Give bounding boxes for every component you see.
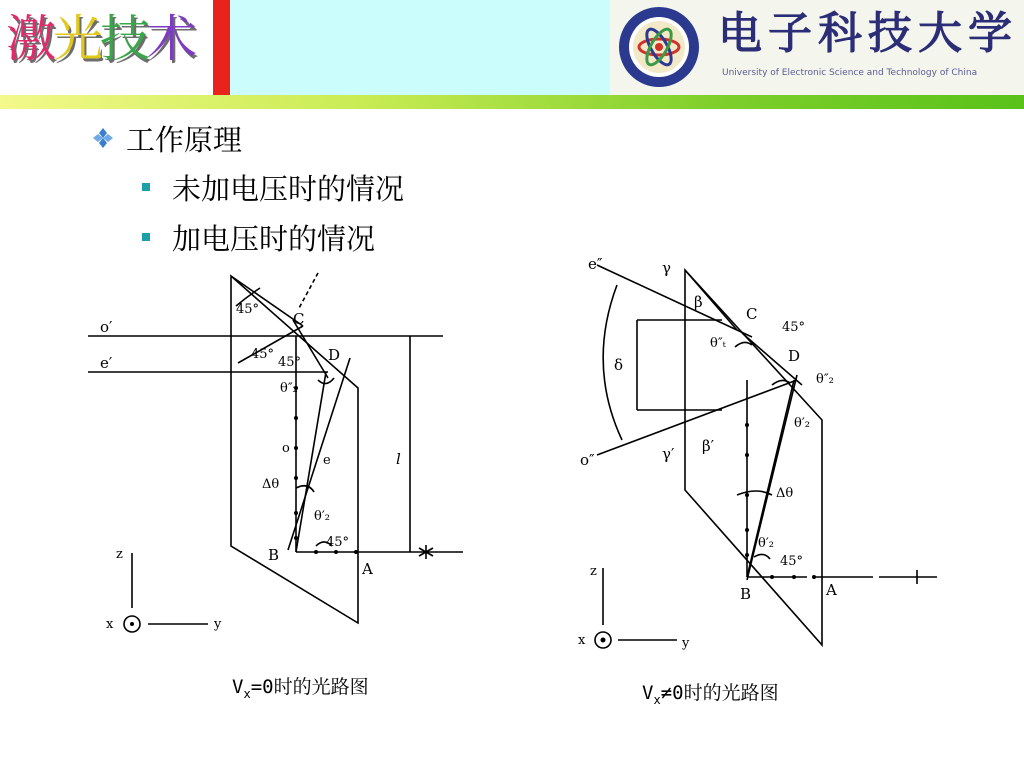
- label-angle-mid: 45°: [278, 355, 302, 370]
- course-title-char: 术: [147, 10, 194, 68]
- diamond-bullet-icon: [90, 125, 116, 151]
- label-e-double-prime: e″: [588, 255, 603, 273]
- caption-sub: x: [653, 692, 661, 707]
- label-delta: δ: [614, 356, 624, 374]
- header-divider: [0, 95, 1024, 109]
- label-beta-prime: β′: [702, 437, 715, 455]
- label-theta-double-prime: θ″₂: [280, 381, 298, 396]
- caption-main: V: [232, 676, 244, 698]
- crystal-edge: [685, 270, 737, 330]
- figure-left-caption: [232, 672, 369, 701]
- course-title: [6, 8, 194, 70]
- label-point-c: C: [746, 305, 758, 323]
- label-point-d: D: [328, 346, 341, 364]
- dashed-edge: [298, 273, 318, 310]
- label-o-ray: o: [282, 441, 290, 456]
- label-point-a: A: [826, 581, 837, 599]
- label-theta-t: θ″ₜ: [710, 336, 726, 351]
- label-length: l: [396, 450, 401, 468]
- label-o-prime: o′: [100, 318, 113, 336]
- university-seal-icon: [617, 5, 701, 89]
- label-theta-double-prime: θ″₂: [816, 372, 834, 387]
- slide-header: [0, 0, 1024, 95]
- angle-arc-b: [754, 554, 770, 559]
- bullet-level2-item: [142, 217, 375, 257]
- label-point-c: C: [293, 310, 305, 328]
- course-title-char: 激: [6, 10, 53, 68]
- caption-rest: =0时的光路图: [250, 676, 369, 698]
- bullet-level2-item: [142, 167, 404, 207]
- label-point-b: B: [740, 585, 752, 603]
- theta-arc: [735, 342, 752, 347]
- label-axis-z: z: [590, 564, 597, 579]
- square-bullet-icon: [142, 233, 150, 241]
- label-angle-b: 45°: [780, 554, 804, 569]
- o-double-prime-ray: [597, 380, 797, 455]
- label-axis-x: x: [578, 633, 586, 648]
- label-point-b: B: [268, 546, 280, 564]
- bullet-level1: [90, 118, 242, 158]
- square-bullet-icon: [142, 183, 150, 191]
- figure-right-caption: [642, 678, 779, 707]
- university-name: 电子科技大学: [718, 8, 1018, 59]
- label-beta: β: [694, 293, 703, 311]
- label-point-a: A: [362, 560, 373, 578]
- header-cyan-band: [230, 0, 610, 95]
- label-o-double-prime: o″: [580, 451, 595, 469]
- label-angle-b: 45°: [326, 535, 350, 550]
- e-double-prime-ray: [597, 265, 752, 337]
- course-title-char: 光: [53, 10, 100, 68]
- label-theta-prime-2: θ′₂: [794, 416, 810, 431]
- angle-arc-d: [318, 378, 334, 384]
- label-theta-prime: θ′₂: [758, 536, 774, 551]
- caption-sub: x: [243, 686, 251, 701]
- label-e-prime: e′: [100, 354, 113, 372]
- label-angle-top: 45°: [236, 302, 260, 317]
- delta-theta-arc: [296, 486, 314, 492]
- label-delta-theta: Δθ: [776, 486, 794, 501]
- bullet-level2-text: 加电压时的情况: [172, 221, 376, 256]
- label-gamma: γ: [662, 259, 671, 277]
- label-delta-theta: Δθ: [262, 477, 280, 492]
- e-ray-path: [296, 372, 326, 552]
- course-title-char: 技: [100, 10, 147, 68]
- label-gamma-prime: γ′: [662, 445, 675, 463]
- label-point-d: D: [788, 347, 801, 365]
- caption-rest: ≠0时的光路图: [660, 682, 779, 704]
- optical-path-diagram-zero-voltage: [88, 268, 468, 640]
- label-axis-x: x: [106, 617, 114, 632]
- header-red-bar: [213, 0, 230, 95]
- bullet-level1-text: 工作原理: [126, 122, 243, 157]
- label-axis-z: z: [116, 547, 123, 562]
- label-axis-y: y: [214, 617, 222, 632]
- label-angle-c: 45°: [782, 320, 806, 335]
- label-axis-y: y: [682, 636, 690, 651]
- label-theta-prime: θ′₂: [314, 509, 330, 524]
- university-english-name: University of Electronic Science and Technology of China: [722, 68, 978, 78]
- label-e-ray: e: [323, 453, 331, 468]
- crystal-outline: [231, 276, 358, 623]
- caption-main: V: [642, 682, 654, 704]
- label-angle-c: 45°: [251, 347, 275, 362]
- optical-path-diagram-with-voltage: [572, 255, 944, 655]
- bullet-level2-text: 未加电压时的情况: [172, 171, 405, 206]
